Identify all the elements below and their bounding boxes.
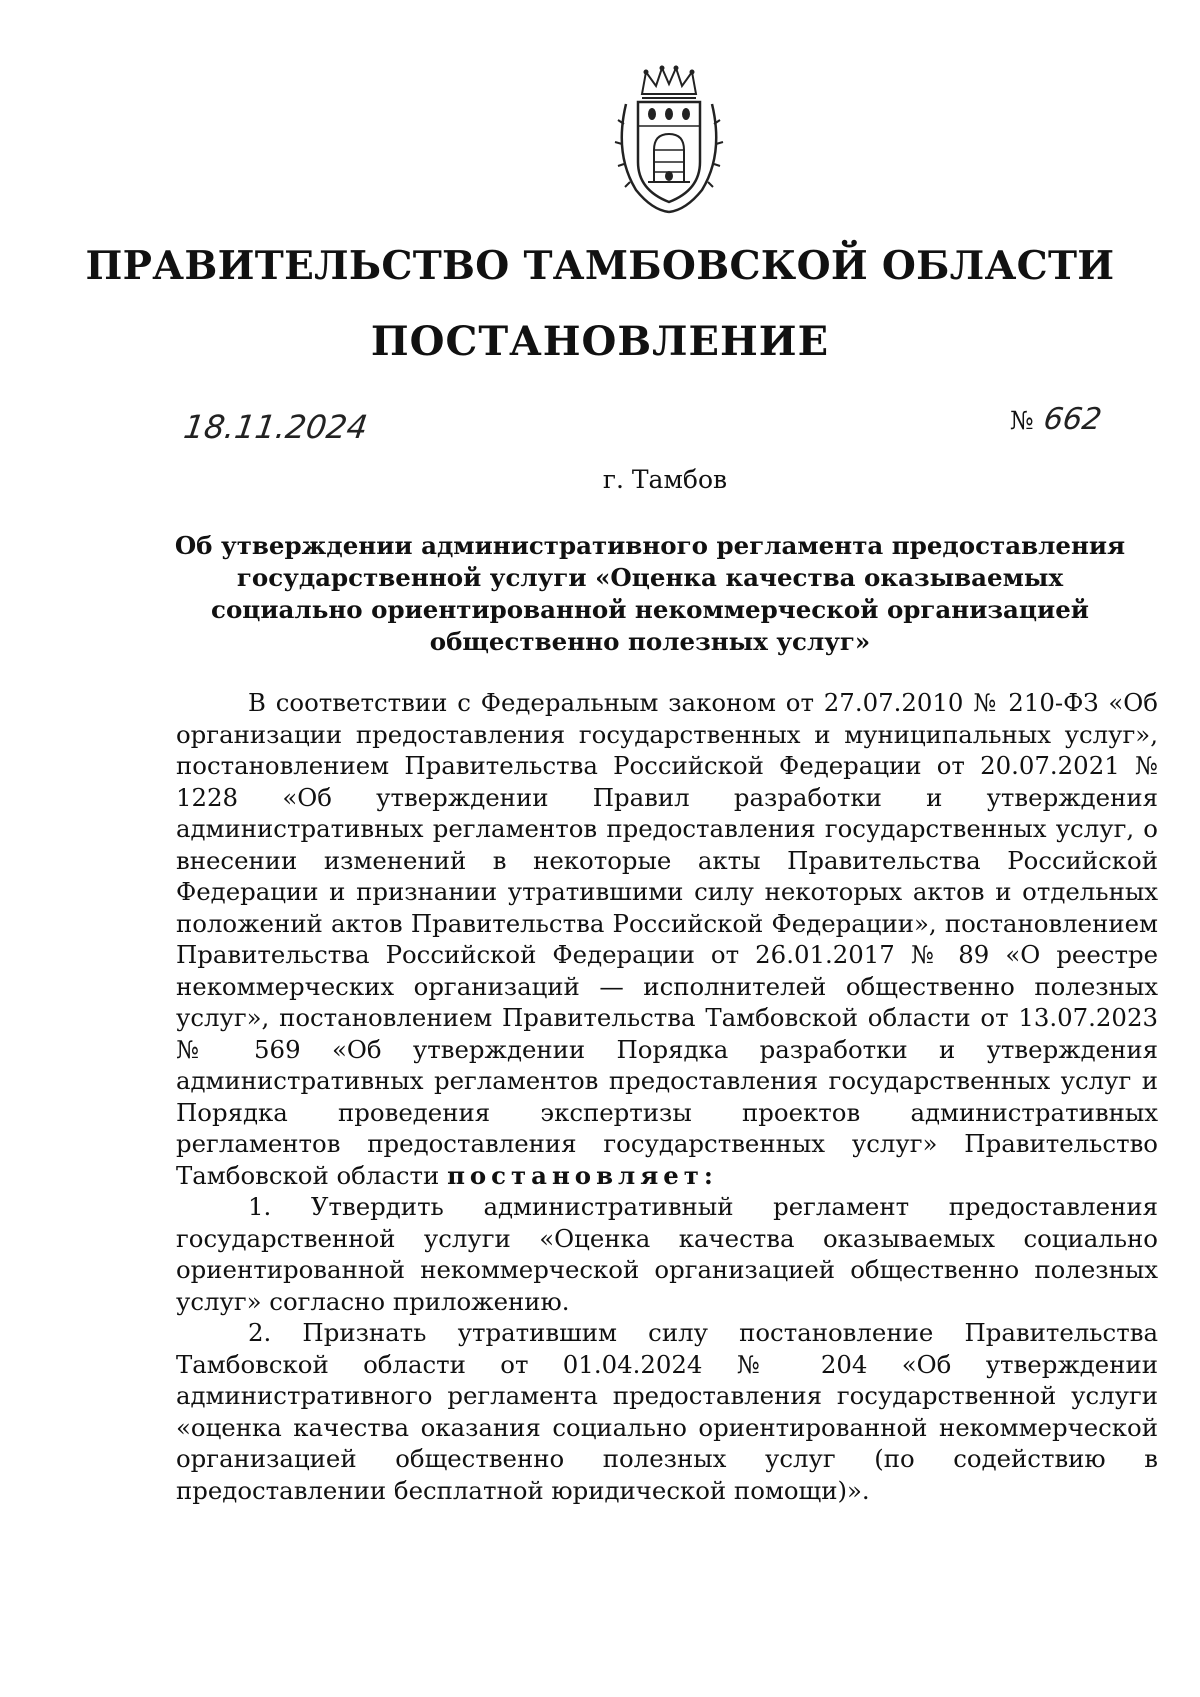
document-body <box>176 687 1158 1506</box>
document-number <box>1010 402 1104 437</box>
coat-of-arms-emblem <box>612 64 726 216</box>
item-1-paragraph: 1. Утвердить административный регламент предоставления государственной услуги «Оценка качества оказываемых социально ориентированной некоммерческой организацией общественно полезных услуг» согласно приложению. <box>176 1192 1158 1316</box>
document-type-title: ПОСТАНОВЛЕНИЕ <box>370 318 830 365</box>
resolves-word: постановляет: <box>447 1160 718 1190</box>
city-name: г. Тамбов <box>602 465 728 494</box>
government-title: ПРАВИТЕЛЬСТВО ТАМБОВСКОЙ ОБЛАСТИ <box>85 243 1115 289</box>
number-prefix: № <box>1010 406 1034 435</box>
number-value: 662 <box>1041 402 1104 437</box>
preamble-text: В соответствии с Федеральным законом от 27.07.2010 № 210-ФЗ «Об организации предоставления государственных и муниципальных услуг», постановлением Правительства Российской Федерации от 20.07.2021 № 1228 «Об утверждении Правил разработки и утверждения административных регламентов предоставления государственных услуг, о внесении изменений в некоторые акты Правительства Российской Федерации и признании утратившими силу некоторых актов и отдельных положений актов Правительства Российской Федерации», постановлением Правительства Российской Федерации от 26.01.2017 № 89 «О реестре некоммерческих организаций — исполнителей общественно полезных услуг», постановлением Правительства Тамбовской области от 13.07.2023 № 569 «Об утверждении Порядка разработки и утверждения административных регламентов предоставления государственных услуг и Порядка проведения экспертизы проектов административных регламентов предоставления государственных услуг» Правительство Тамбовской области <box>176 688 1158 1190</box>
item-2-paragraph: 2. Признать утратившим силу постановление Правительства Тамбовской области от 01.04.2024 № 204 «Об утверждении административного регламента предоставления государственной услуги «оценка качества оказания социально ориентированной некоммерческой организацией общественно полезных услуг (по содействию в предоставлении бесплатной юридической помощи)». <box>176 1318 1158 1505</box>
document-date: 18.11.2024 <box>181 408 370 446</box>
preamble-paragraph <box>176 687 1158 1191</box>
document-subject: Об утверждении административного регламента предоставления государственной услуги «Оценка качества оказываемых социально ориентированной некоммерческой организацией общественно полезных услуг» <box>174 531 1126 656</box>
